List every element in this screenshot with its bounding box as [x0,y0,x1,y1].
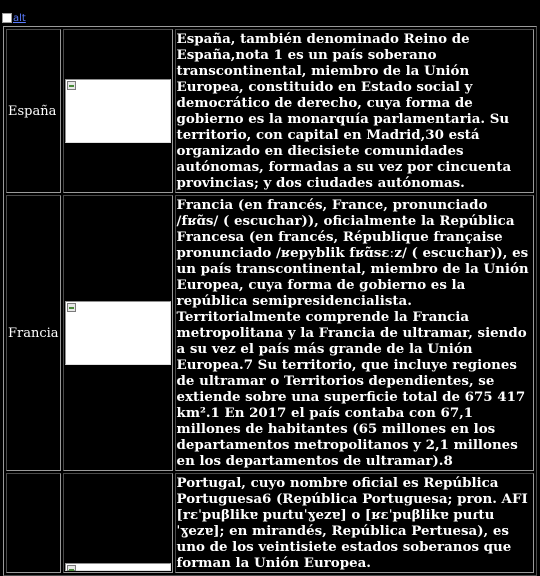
country-name [6,473,61,573]
flag-image [65,563,171,571]
table-row [6,195,534,471]
country-name: España [6,29,61,193]
flag-cell [63,195,173,471]
table-row [6,29,534,193]
table-row [6,473,534,573]
country-name: Francia [6,195,61,471]
broken-image-icon [67,81,76,90]
header-image-alt-text: alt [13,12,26,24]
country-description: España, también denominado Reino de España,nota 1 es un país soberano transcontinental, miembro de la Unión Europea, constituido en Estado social y democrático de derecho, cuya forma de gobierno es la monarquía parlamentaria. Su territorio, con capital en Madrid,30 está organizado en diecisiete comunidades autónomas, formadas a su vez por cincuenta provincias; y dos ciudades autónomas. [175,29,534,193]
country-description: Portugal, cuyo nombre oficial es República Portuguesa6 (República Portuguesa; pron. AFI [rɛˈpuβlikɐ puɾtuˈɣezɐ] o [ʁɛˈpuβlikɐ puɾtuˈɣezɐ]; en mirandés, República Pertuesa), es uno de los veintisiete estados soberanos que forman la Unión Europea. [175,473,534,573]
flag-image [65,301,171,365]
flag-cell [63,29,173,193]
broken-image-icon [2,13,12,23]
flag-image [65,79,171,143]
header-broken-image[interactable] [2,12,28,24]
country-description: Francia (en francés, France, pronunciado /fʁɑ̃s/ ( escuchar)), oficialmente la República Francesa (en francés, République française pronunciado /ʁepyblik fʁɑ̃sɛːz/ ( escuchar)), es un país transcontinental, miembro de la Unión Europea, cuya forma de gobierno es la república semipresidencialista. Territorialmente comprende la Francia metropolitana y la Francia de ultramar, siendo a su vez el país más grande de la Unión Europea.7 Su territorio, que incluye regiones de ultramar o Territorios dependientes, se extiende sobre una superficie total de 675 417 km².1 En 2017 el país contaba con 67,1 millones de habitantes (65 millones en los departamentos metropolitanos y 2,1 millones en los departamentos de ultramar).8 [175,195,534,471]
broken-image-icon [67,565,76,571]
countries-table [3,26,537,576]
broken-image-icon [67,303,76,312]
flag-cell [63,473,173,573]
